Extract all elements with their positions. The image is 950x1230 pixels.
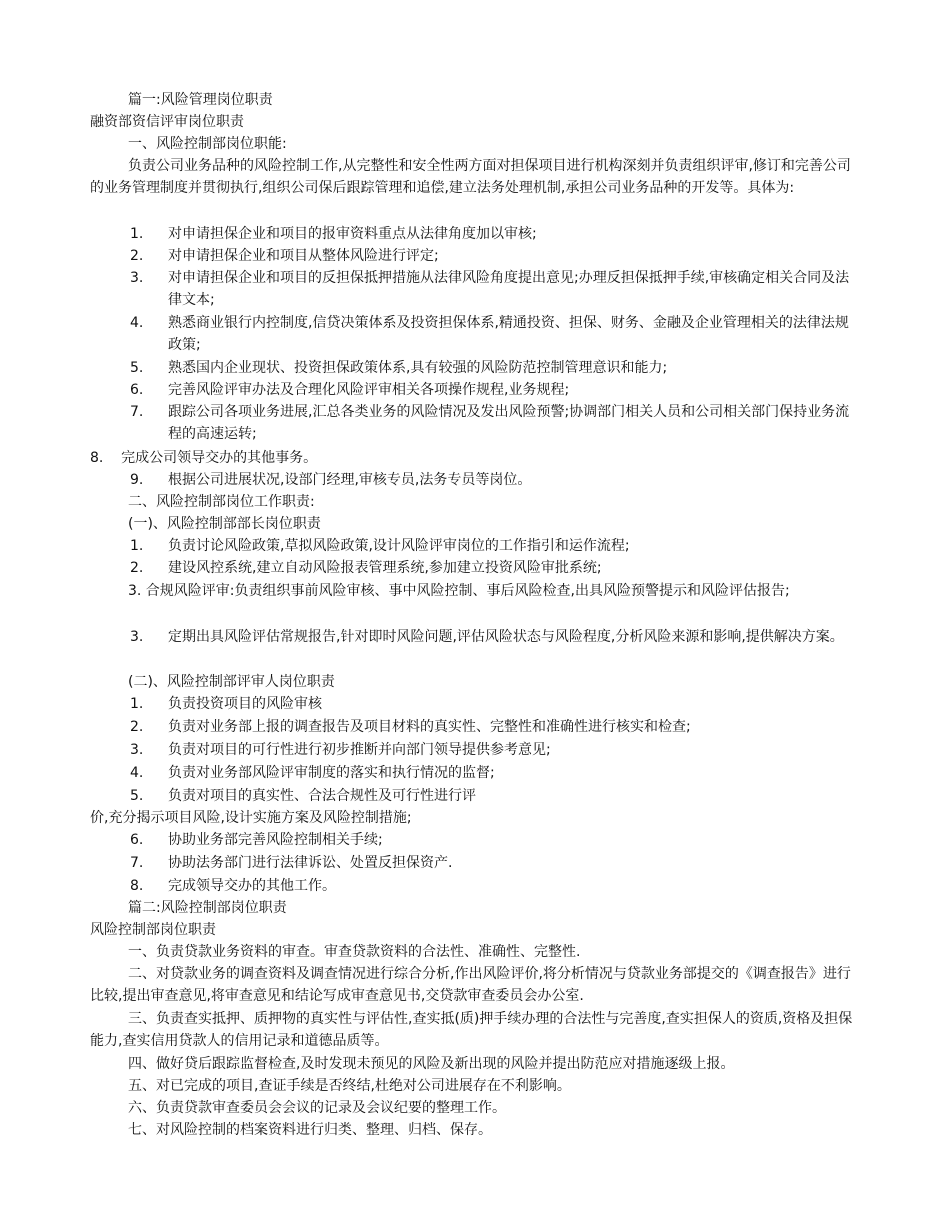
subtitle-2: 风险控制部岗位职责 <box>90 922 216 938</box>
list-index: 1. <box>130 696 144 712</box>
list-item: 熟悉商业银行内控制度,信贷决策体系及投资担保体系,精通投资、担保、财务、金融及企业管理相关的法律法规政策; <box>168 315 849 353</box>
list-item: 对申请担保企业和项目的反担保抵押措施从法律风险角度提出意见;办理反担保抵押手续,审核确定相关合同及法律文本; <box>168 270 850 308</box>
list-index: 7. <box>130 855 144 871</box>
list-item: 协助法务部门进行法律诉讼、处置反担保资产. <box>168 855 453 871</box>
section-title-1: 篇一:风险管理岗位职责 <box>128 92 273 108</box>
list-item: 完成领导交办的其他工作。 <box>168 878 336 894</box>
list-index: 5. <box>130 788 144 804</box>
list-index: 9. <box>130 472 144 488</box>
list-index: 6. <box>130 832 144 848</box>
list-index: 4. <box>130 315 144 331</box>
paragraph: 四、做好贷后跟踪监督检查,及时发现未预见的风险及新出现的风险并提出防范应对措施逐级上报。 <box>128 1056 735 1072</box>
paragraph: 六、负责贷款审查委员会会议的记录及会议纪要的整理工作。 <box>128 1100 506 1116</box>
list-index: 1. <box>130 226 144 242</box>
list-item: 对申请担保企业和项目的报审资料重点从法律角度加以审核; <box>168 226 537 242</box>
list-item: 协助业务部完善风险控制相关手续; <box>168 832 383 848</box>
list-item-continuation: 价,充分揭示项目风险,设计实施方案及风险控制措施; <box>90 810 412 826</box>
paragraph: 五、对已完成的项目,查证手续是否终结,杜绝对公司进展存在不利影响。 <box>128 1078 571 1094</box>
paragraph: 七、对风险控制的档案资料进行归类、整理、归档、保存。 <box>128 1122 492 1138</box>
intro-paragraph: 负责公司业务品种的风险控制工作,从完整性和安全性两方面对担保项目进行机构深刻并负责组织评审,修订和完善公司的业务管理制度并贯彻执行,组织公司保后跟踪管理和追偿,建立法务处理机制,承担公司业务品种的开发等。具体为: <box>90 158 851 196</box>
list-item: 负责对业务部上报的调查报告及项目材料的真实性、完整性和准确性进行核实和检查; <box>168 719 691 735</box>
list-index: 5. <box>130 360 144 376</box>
subtitle-1: 融资部资信评审岗位职责 <box>90 114 244 130</box>
list-item-compliance: 3. 合规风险评审:负责组织事前风险审核、事中风险控制、事后风险检查,出具风险预警提示和风险评估报告; <box>128 583 790 599</box>
list-index: 2. <box>130 248 144 264</box>
section-heading-1: 一、风险控制部岗位职能: <box>128 136 287 152</box>
list-item: 负责讨论风险政策,草拟风险政策,设计风险评审岗位的工作指引和运作流程; <box>168 538 630 554</box>
list-index: 7. <box>130 404 144 420</box>
list-item: 负责对项目的真实性、合法合规性及可行性进行评 <box>168 788 476 804</box>
list-item: 负责对项目的可行性进行初步推断并向部门领导提供参考意见; <box>168 742 551 758</box>
list-item: 完善风险评审办法及合理化风险评审相关各项操作规程,业务规程; <box>168 382 570 398</box>
list-item: 定期出具风险评估常规报告,针对即时风险问题,评估风险状态与风险程度,分析风险来源和影响,提供解决方案。 <box>168 629 844 645</box>
list-item: 熟悉国内企业现状、投资担保政策体系,具有较强的风险防范控制管理意识和能力; <box>168 360 668 376</box>
paragraph: 一、负责贷款业务资料的审查。审查贷款资料的合法性、准确性、完整性. <box>128 944 581 960</box>
list-index: 4. <box>130 765 144 781</box>
list-index: 3. <box>130 629 144 645</box>
subsection-heading-1: (一)、风险控制部部长岗位职责 <box>128 516 321 532</box>
list-item-8: 8. 完成公司领导交办的其他事务。 <box>90 450 318 466</box>
list-index: 2. <box>130 719 144 735</box>
list-item: 建设风控系统,建立自动风险报表管理系统,参加建立投资风险审批系统; <box>168 560 602 576</box>
subsection-heading-2: (二)、风险控制部评审人岗位职责 <box>128 674 335 690</box>
list-item: 跟踪公司各项业务进展,汇总各类业务的风险情况及发出风险预警;协调部门相关人员和公司相关部门保持业务流程的高速运转; <box>168 404 850 442</box>
list-index: 3. <box>130 742 144 758</box>
paragraph: 二、对贷款业务的调查资料及调查情况进行综合分析,作出风险评价,将分析情况与贷款业务部提交的《调查报告》进行比较,提出审查意见,将审查意见和结论写成审查意见书,交贷款审查委员会办公室. <box>90 966 851 1004</box>
paragraph: 三、负责查实抵押、质押物的真实性与评估性,查实抵(质)押手续办理的合法性与完善度,查实担保人的资质,资格及担保能力,查实信用贷款人的信用记录和道德品质等。 <box>90 1011 853 1049</box>
list-item: 对申请担保企业和项目从整体风险进行评定; <box>168 248 439 264</box>
section-heading-2: 二、风险控制部岗位工作职责: <box>128 494 315 510</box>
list-index: 2. <box>130 560 144 576</box>
list-index: 1. <box>130 538 144 554</box>
list-index: 8. <box>130 878 144 894</box>
section-title-2: 篇二:风险控制部岗位职责 <box>128 900 287 916</box>
list-item: 根据公司进展状况,设部门经理,审核专员,法务专员等岗位。 <box>168 472 532 488</box>
list-item: 负责对业务部风险评审制度的落实和执行情况的监督; <box>168 765 495 781</box>
list-index: 6. <box>130 382 144 398</box>
list-index: 3. <box>130 270 144 286</box>
list-item: 负责投资项目的风险审核 <box>168 696 322 712</box>
